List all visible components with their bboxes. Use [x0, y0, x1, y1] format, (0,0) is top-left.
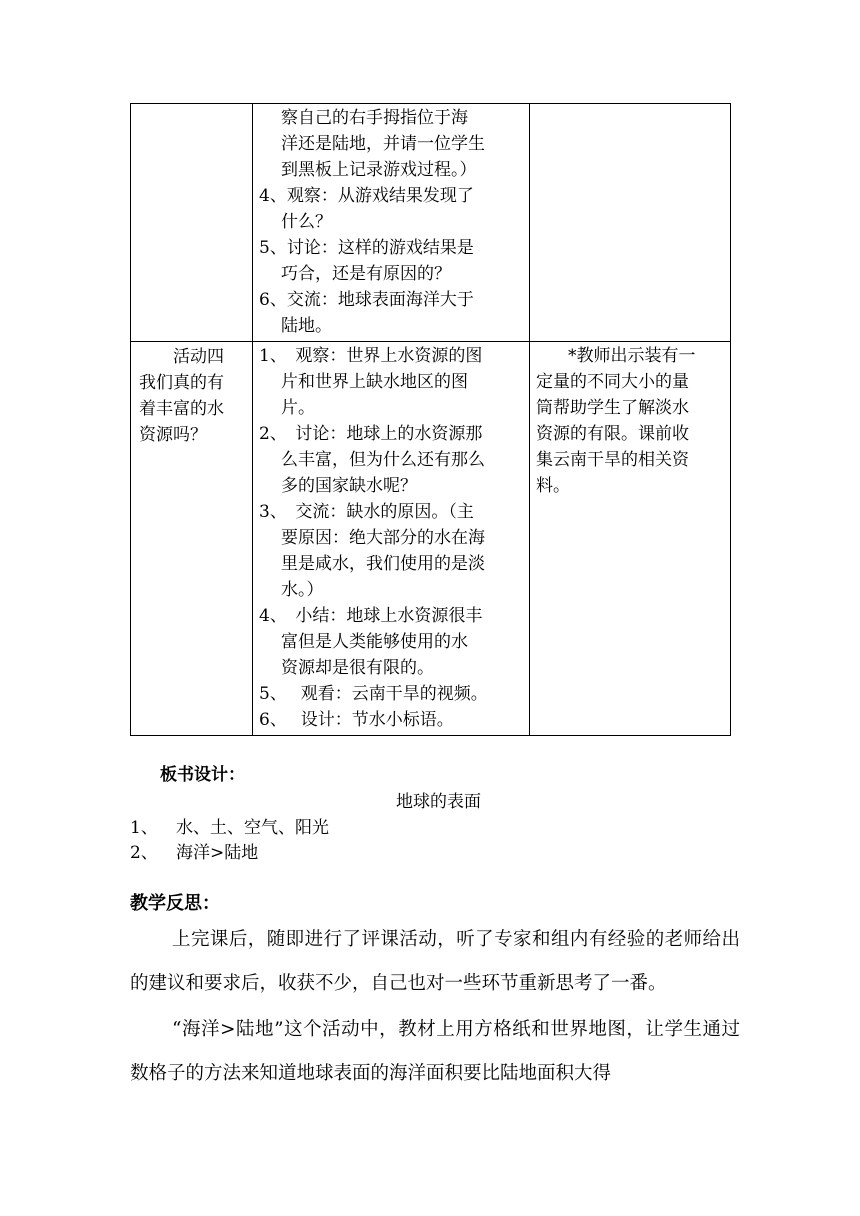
text-line: 片。 [281, 398, 315, 418]
text-line: 巧合，还是有原因的？ [281, 264, 451, 284]
text-line: 水。） [281, 580, 324, 600]
text-line: 里是咸水，我们使用的是淡 [281, 554, 485, 574]
step-line: 6、交流：地球表面海洋大于 [259, 290, 474, 310]
step-line: 3、 交流：缺水的原因。（主 [259, 502, 474, 522]
step-line: 1、 观察：世界上水资源的图 [259, 346, 483, 366]
text-line: 察自己的右手拇指位于海 [281, 108, 468, 128]
note-line: 筒帮助学生了解淡水 [536, 398, 689, 418]
text-line: 资源却是很有限的。 [281, 658, 434, 678]
board-item [130, 813, 329, 838]
note-line: 集云南干旱的相关资 [536, 450, 689, 470]
reflection-heading: 教学反思： [130, 893, 220, 914]
text-line: 要原因：绝大部分的水在海 [281, 528, 485, 548]
note-line: 料。 [536, 476, 570, 496]
step-line: 4、观察：从游戏结果发现了 [259, 186, 474, 206]
text-line: 洋还是陆地，并请一位学生 [281, 134, 485, 154]
note-cell [530, 342, 731, 736]
board-item-text: 水、土、空气、阳光 [176, 818, 329, 838]
step-line: 5、 观看：云南干旱的视频。 [259, 684, 488, 704]
board-center-title: 地球的表面 [396, 792, 481, 812]
text-line: 多的国家缺水呢？ [281, 476, 417, 496]
note-line: 资源的有限。课前收 [536, 424, 689, 444]
activity-cell [131, 104, 253, 342]
reflection-paragraph: “海洋>陆地”这个活动中，教材上用方格纸和世界地图，让学生通过数格子的方法来知道地球表面的海洋面积要比陆地面积大得 [130, 1019, 740, 1084]
activity-question: 我们真的有 [139, 373, 224, 393]
board-item-number: 2、 [130, 843, 158, 863]
table-row [131, 104, 731, 342]
board-item-text: 海洋>陆地 [176, 843, 259, 863]
lesson-plan-table [130, 103, 731, 736]
note-line: 定量的不同大小的量 [536, 372, 689, 392]
text-line: 什么？ [281, 212, 332, 232]
process-cell [253, 104, 530, 342]
step-line: 6、 设计：节水小标语。 [259, 710, 454, 730]
board-design-heading: 板书设计： [160, 765, 245, 785]
text-line: 片和世界上缺水地区的图 [281, 372, 468, 392]
activity-question: 资源吗？ [139, 425, 207, 445]
reflection-paragraph: 上完课后，随即进行了评课活动，听了专家和组内有经验的老师给出的建议和要求后，收获不少，自己也对一些环节重新思考了一番。 [130, 929, 740, 994]
text-line: 陆地。 [281, 316, 332, 336]
board-item-number: 1、 [130, 818, 158, 838]
activity-title: 活动四 [173, 347, 224, 367]
step-line: 4、 小结：地球上水资源很丰 [259, 606, 483, 626]
step-line: 2、 讨论：地球上的水资源那 [259, 424, 483, 444]
activity-question: 着丰富的水 [139, 399, 224, 419]
note-line: *教师出示装有一 [568, 346, 696, 366]
process-cell [253, 342, 530, 736]
note-cell [530, 104, 731, 342]
table-row [131, 342, 731, 736]
step-line: 5、讨论：这样的游戏结果是 [259, 238, 474, 258]
text-line: 富但是人类能够使用的水 [281, 632, 468, 652]
board-item [130, 838, 258, 863]
activity-cell [131, 342, 253, 736]
text-line: 到黑板上记录游戏过程。） [281, 160, 477, 180]
text-line: 么丰富，但为什么还有那么 [281, 450, 485, 470]
